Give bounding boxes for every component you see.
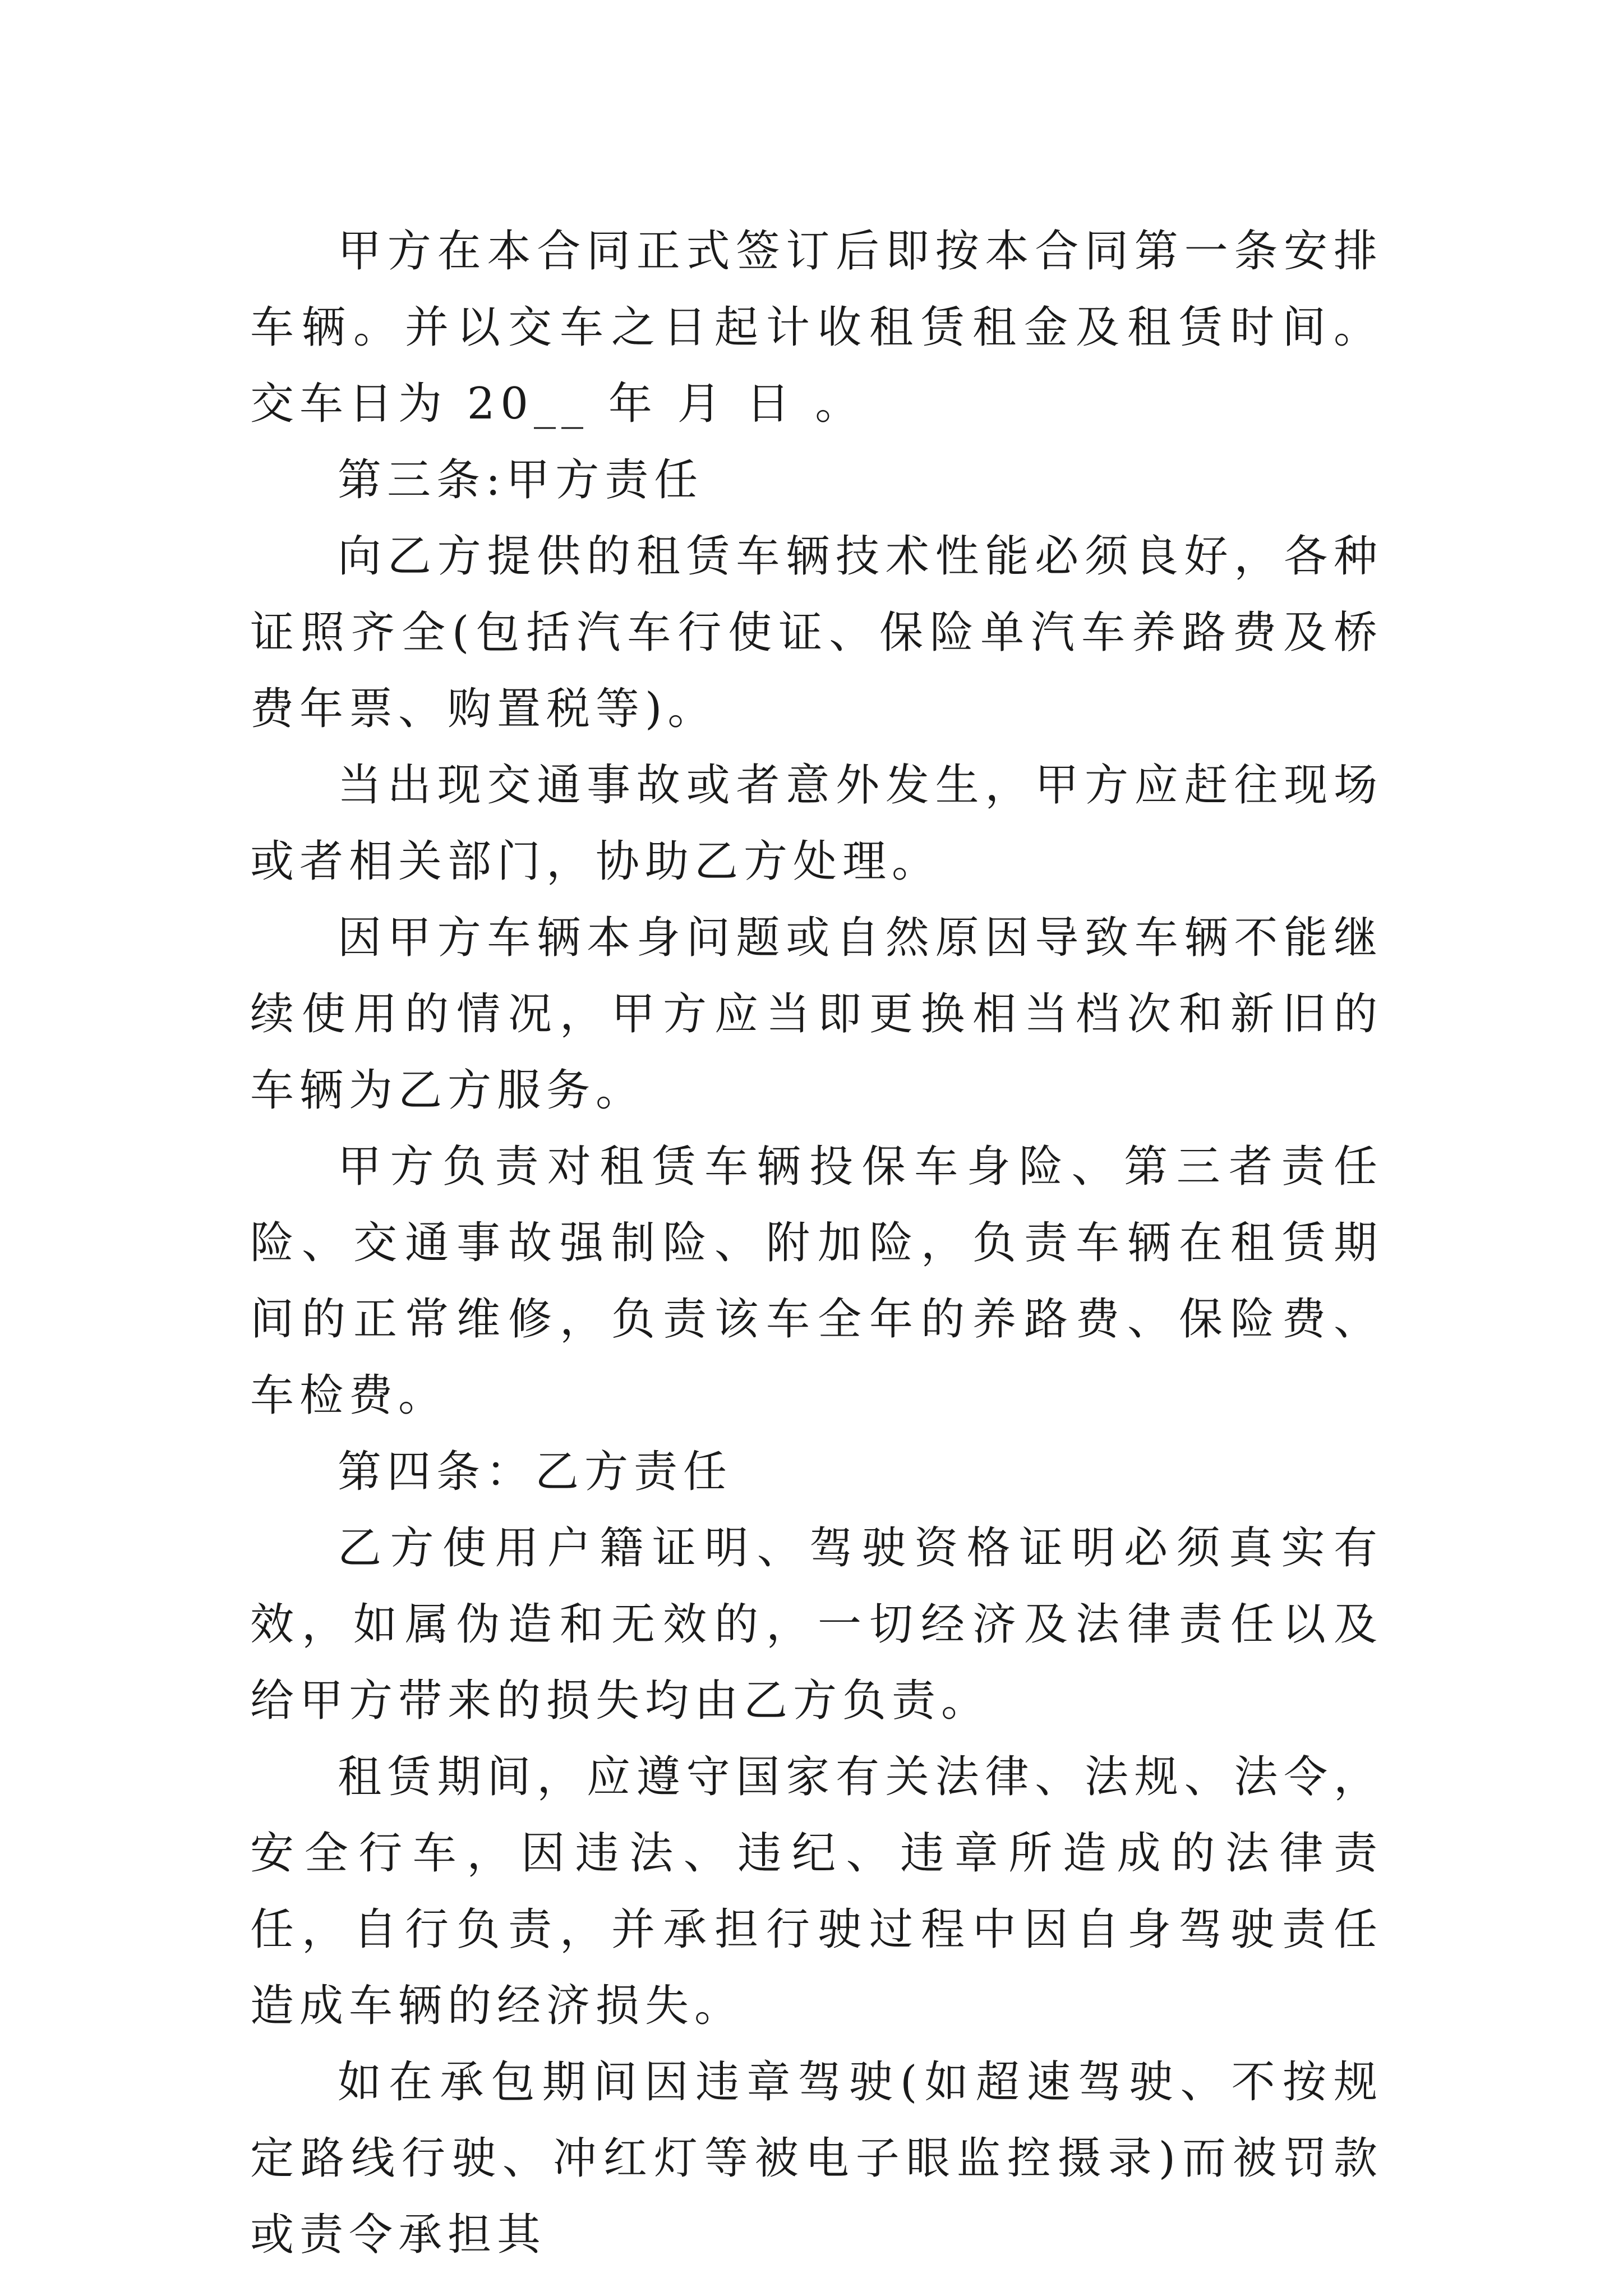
heading-article-3: 第三条:甲方责任	[338, 455, 704, 505]
contract-body	[250, 213, 1383, 2273]
paragraph-delivery-date: 甲方在本合同正式签订后即按本合同第一条安排车辆。并以交车之日起计收租赁租金及租赁时间。交车日为 20__ 年 月 日 。	[250, 226, 1383, 429]
paragraph-traffic-violations: 如在承包期间因违章驾驶(如超速驾驶、不按规定路线行驶、冲红灯等被电子眼监控摄录)而被罚款或责令承担其	[250, 2057, 1383, 2260]
paragraph-insurance-maintenance: 甲方负责对租赁车辆投保车身险、第三者责任险、交通事故强制险、附加险，负责车辆在租赁期间的正常维修，负责该车全年的养路费、保险费、车检费。	[250, 1142, 1383, 1421]
paragraph-documents-validity: 乙方使用户籍证明、驾驶资格证明必须真实有效，如属伪造和无效的，一切经济及法律责任以及给甲方带来的损失均由乙方负责。	[250, 1523, 1383, 1726]
paragraph-vehicle-replacement: 因甲方车辆本身问题或自然原因导致车辆不能继续使用的情况，甲方应当即更换相当档次和新旧的车辆为乙方服务。	[250, 913, 1383, 1116]
heading-article-4: 第四条：乙方责任	[338, 1447, 733, 1497]
paragraph-legal-compliance: 租赁期间，应遵守国家有关法律、法规、法令，安全行车，因违法、违纪、违章所造成的法律责任，自行负责，并承担行驶过程中因自身驾驶责任造成车辆的经济损失。	[250, 1752, 1383, 2031]
paragraph-accident-assistance: 当出现交通事故或者意外发生，甲方应赶往现场或者相关部门，协助乙方处理。	[250, 760, 1383, 887]
paragraph-vehicle-condition: 向乙方提供的租赁车辆技术性能必须良好，各种证照齐全(包括汽车行使证、保险单汽车养路费及桥费年票、购置税等)。	[250, 531, 1383, 734]
